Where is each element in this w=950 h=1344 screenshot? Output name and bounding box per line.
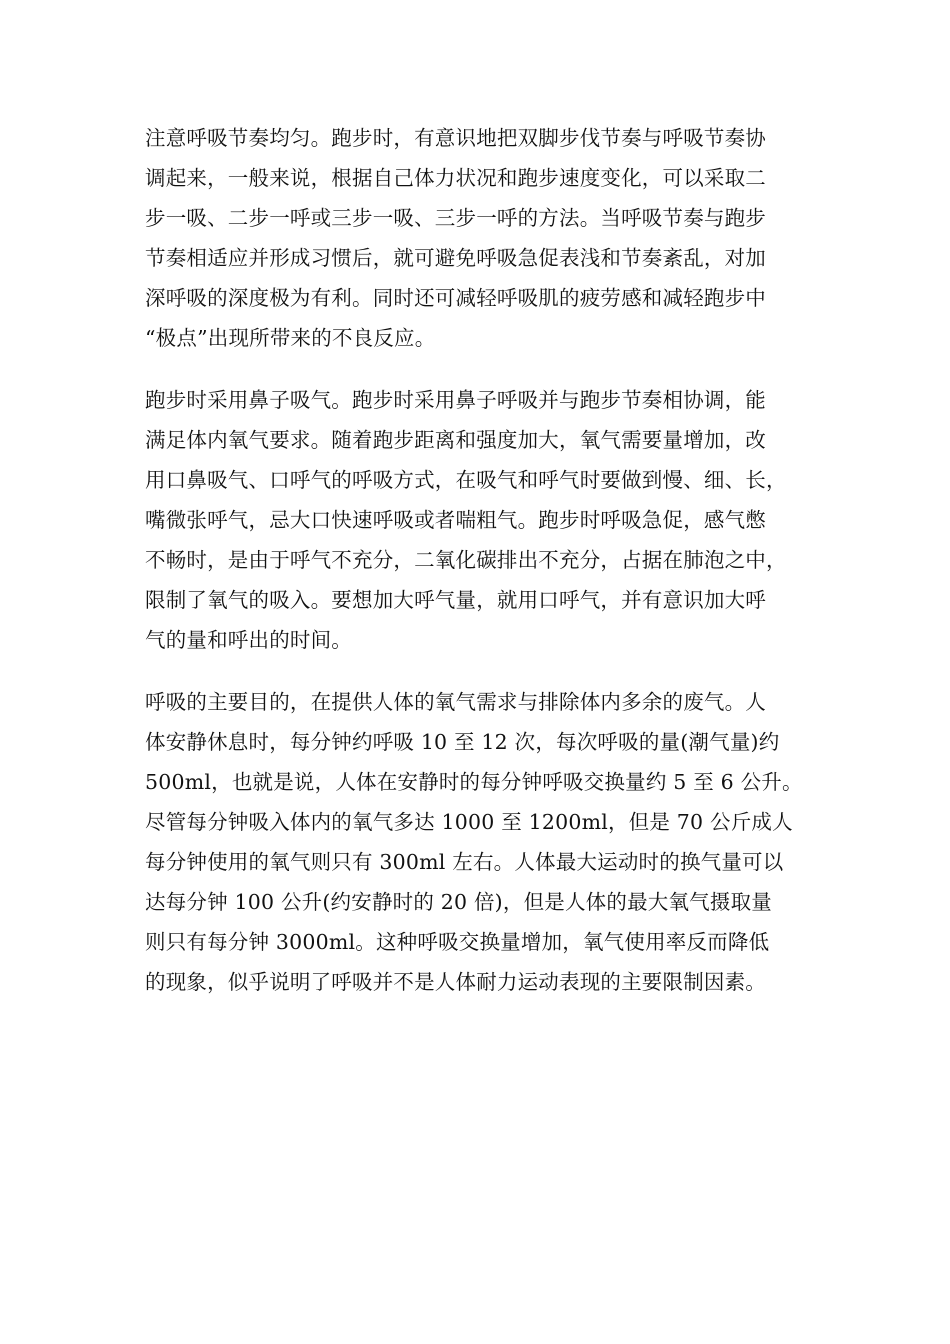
document-body — [145, 118, 817, 1024]
text-line: 500ml，也就是说，人体在安静时的每分钟呼吸交换量约 5 至 6 公升。 — [145, 770, 803, 794]
text-line: 尽管每分钟吸入体内的氧气多达 1000 至 1200ml，但是 70 公斤成人 — [145, 810, 793, 834]
text-line: 每分钟使用的氧气则只有 300ml 左右。人体最大运动时的换气量可以 — [145, 850, 784, 874]
text-line: 步一吸、二步一呼或三步一吸、三步一呼的方法。当呼吸节奏与跑步 — [145, 206, 766, 230]
paragraph-breathing-purpose — [145, 682, 817, 1002]
text-line: 深呼吸的深度极为有利。同时还可减轻呼吸肌的疲劳感和减轻跑步中 — [145, 286, 766, 310]
text-line: 调起来，一般来说，根据自己体力状况和跑步速度变化，可以采取二 — [145, 166, 766, 190]
text-line: 则只有每分钟 3000ml。这种呼吸交换量增加，氧气使用率反而降低 — [145, 930, 770, 954]
text-line: 用口鼻吸气、口呼气的呼吸方式，在吸气和呼气时要做到慢、细、长， — [145, 468, 787, 492]
text-line: “极点”出现所带来的不良反应。 — [145, 326, 436, 350]
text-line: 跑步时采用鼻子吸气。跑步时采用鼻子呼吸并与跑步节奏相协调，能 — [145, 388, 766, 412]
text-line: 限制了氧气的吸入。要想加大呼气量，就用口呼气，并有意识加大呼 — [145, 588, 766, 612]
paragraph-breathing-rhythm — [145, 118, 817, 358]
text-line: 达每分钟 100 公升(约安静时的 20 倍)，但是人体的最大氧气摄取量 — [145, 890, 772, 914]
paragraph-nose-breathing — [145, 380, 817, 660]
text-line: 不畅时，是由于呼气不充分，二氧化碳排出不充分，占据在肺泡之中， — [145, 548, 787, 572]
text-line: 嘴微张呼气，忌大口快速呼吸或者喘粗气。跑步时呼吸急促，感气憋 — [145, 508, 766, 532]
text-line: 体安静休息时，每分钟约呼吸 10 至 12 次，每次呼吸的量(潮气量)约 — [145, 730, 780, 754]
text-line: 满足体内氧气要求。随着跑步距离和强度加大，氧气需要量增加，改 — [145, 428, 766, 452]
text-line: 注意呼吸节奏均匀。跑步时，有意识地把双脚步伐节奏与呼吸节奏协 — [145, 126, 766, 150]
text-line: 的现象，似乎说明了呼吸并不是人体耐力运动表现的主要限制因素。 — [145, 970, 766, 994]
text-line: 气的量和呼出的时间。 — [145, 628, 352, 652]
text-line: 节奏相适应并形成习惯后，就可避免呼吸急促表浅和节奏紊乱，对加 — [145, 246, 766, 270]
text-line: 呼吸的主要目的，在提供人体的氧气需求与排除体内多余的废气。人 — [145, 690, 766, 714]
